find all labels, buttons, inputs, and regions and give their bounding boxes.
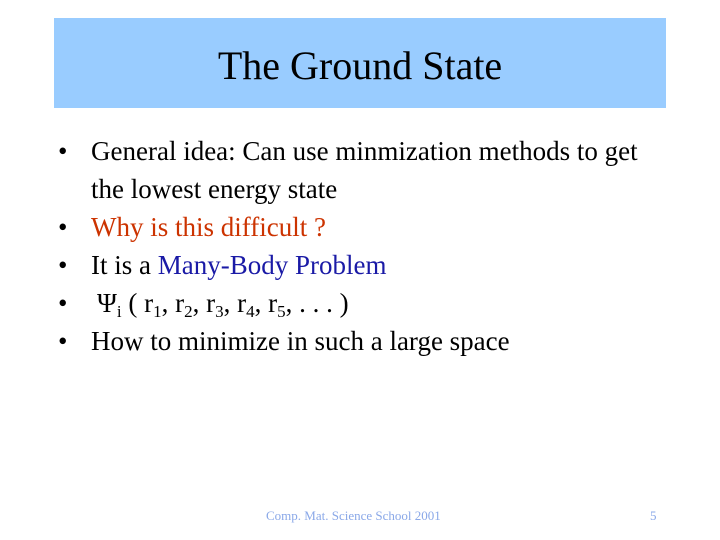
formula-separator: , [254,288,269,318]
bullet-text: Why is this difficult ? [91,212,326,242]
formula-separator: , [223,288,238,318]
bullet-item-why-difficult [56,208,676,246]
formula-arg: r [206,288,216,318]
formula-separator: , [161,288,176,318]
formula-arg-subscript: 3 [215,302,224,321]
formula-arg: r [144,288,154,318]
formula-arg: r [237,288,247,318]
bullet-marker: • [58,250,68,280]
formula-arg: r [175,288,185,318]
bullet-item-minimize [56,322,676,360]
bullet-list [56,132,676,360]
bullet-marker: • [58,326,68,356]
formula-arg-subscript: 4 [246,302,255,321]
formula-ellipsis: . . . [299,288,340,318]
footer-course-label: Comp. Mat. Science School 2001 [266,508,441,523]
bullet-marker: • [58,288,68,318]
title-bar [54,18,666,108]
bullet-text: General idea: Can use minmization methods to get the lowest energy state [91,136,638,204]
bullet-text-prefix: It is a [91,250,158,280]
psi-symbol: Ψ [97,288,117,318]
bullet-text: How to minimize in such a large space [91,326,510,356]
formula-separator: , [285,288,300,318]
bullet-item-general-idea [56,132,676,208]
bullet-text [91,246,676,284]
bullet-item-many-body [56,246,676,284]
formula-separator: , [192,288,207,318]
slide-title: The Ground State [217,42,503,88]
formula-arg-subscript: 1 [153,302,162,321]
bullet-marker: • [58,136,68,166]
formula-open-paren: ( [121,288,145,318]
many-body-highlight: Many-Body Problem [157,250,387,280]
formula-close-paren: ) [339,288,349,318]
formula-arg: r [268,288,278,318]
wavefunction-formula [91,284,676,322]
slide-number: 5 [650,508,657,523]
psi-subscript: i [116,302,122,321]
formula-arg-subscript: 2 [184,302,193,321]
formula-arg-subscript: 5 [277,302,286,321]
bullet-item-wavefunction [56,284,676,322]
bullet-marker: • [58,212,68,242]
